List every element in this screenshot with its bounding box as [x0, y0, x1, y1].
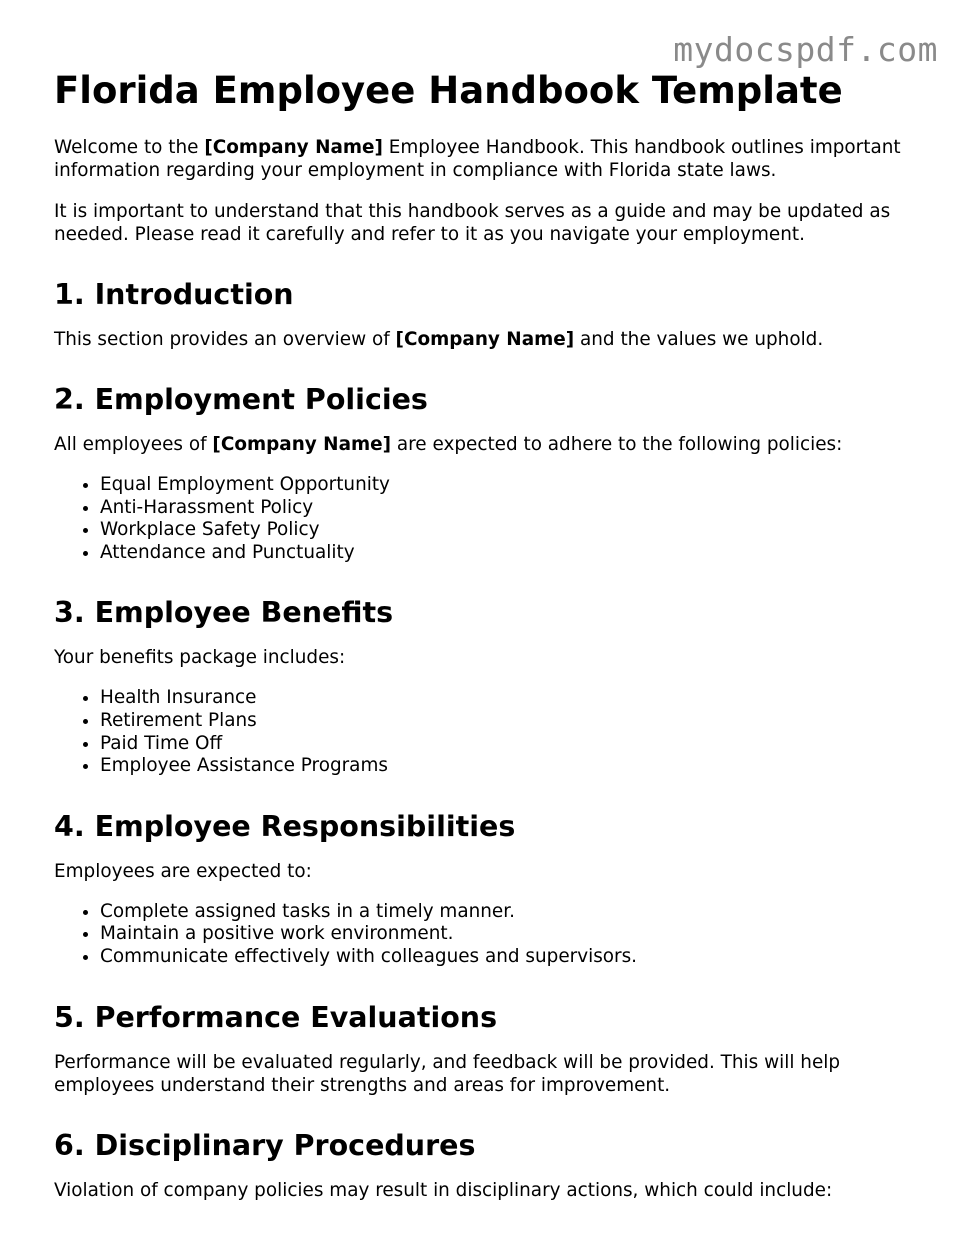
section-heading-introduction: 1. Introduction — [54, 278, 294, 311]
document-page — [54, 66, 934, 1220]
watermark: mydocspdf.com — [673, 30, 938, 69]
section-text-after: are expected to adhere to the following policies: — [391, 434, 843, 455]
section-text-introduction — [54, 328, 934, 351]
section-heading-employment-policies: 2. Employment Policies — [54, 383, 428, 416]
section-text-after: and the values we uphold. — [574, 329, 824, 350]
section-text-before: All employees of — [54, 434, 213, 455]
company-name-placeholder: [Company Name] — [212, 434, 392, 455]
list-item: • Communicate effectively with colleagues and supervisors. — [100, 946, 934, 969]
section-heading-performance-evaluations: 5. Performance Evaluations — [54, 1000, 498, 1034]
list-item: • Maintain a positive work environment. — [100, 923, 934, 946]
intro-text-after: Employee Handbook. This handbook outlines important information regarding your employment in compliance with Florida state laws. — [54, 137, 901, 181]
intro-paragraph-1 — [54, 136, 934, 182]
list-item: • Employee Assistance Programs — [100, 755, 934, 778]
document-title: Florida Employee Handbook Template — [54, 69, 843, 112]
company-name-placeholder: [Company Name] — [395, 329, 575, 350]
list-item: • Paid Time Off — [100, 733, 934, 756]
list-item: • Anti-Harassment Policy — [100, 497, 934, 520]
list-item: • Health Insurance — [100, 687, 934, 710]
policies-list — [54, 474, 934, 564]
section-text-employment-policies — [54, 433, 934, 456]
benefits-list — [54, 687, 934, 777]
section-heading-employee-responsibilities: 4. Employee Responsibilities — [54, 809, 516, 843]
list-item: • Equal Employment Opportunity — [100, 474, 934, 497]
section-heading-disciplinary-procedures: 6. Disciplinary Procedures — [54, 1128, 476, 1162]
section-text-before: This section provides an overview of — [54, 329, 396, 350]
list-item: • Retirement Plans — [100, 710, 934, 733]
section-text-employee-responsibilities: Employees are expected to: — [54, 860, 312, 882]
list-item: • Complete assigned tasks in a timely manner. — [100, 901, 934, 924]
section-text-performance-evaluations: Performance will be evaluated regularly, and feedback will be provided. This will help employees understand their strengths and areas for improvement. — [54, 1051, 841, 1096]
intro-text-before: Welcome to the — [54, 137, 205, 158]
section-text-employee-benefits: Your benefits package includes: — [54, 647, 346, 669]
intro-paragraph-2: It is important to understand that this handbook serves as a guide and may be updated as needed. Please read it carefully and refer to it as you navigate your employment. — [54, 201, 891, 245]
company-name-placeholder: [Company Name] — [204, 137, 383, 158]
responsibilities-list — [54, 901, 934, 969]
section-text-disciplinary-procedures: Violation of company policies may result in disciplinary actions, which could include: — [54, 1179, 833, 1201]
section-heading-employee-benefits: 3. Employee Benefits — [54, 596, 394, 630]
list-item: • Attendance and Punctuality — [100, 542, 934, 565]
list-item: • Workplace Safety Policy — [100, 519, 934, 542]
